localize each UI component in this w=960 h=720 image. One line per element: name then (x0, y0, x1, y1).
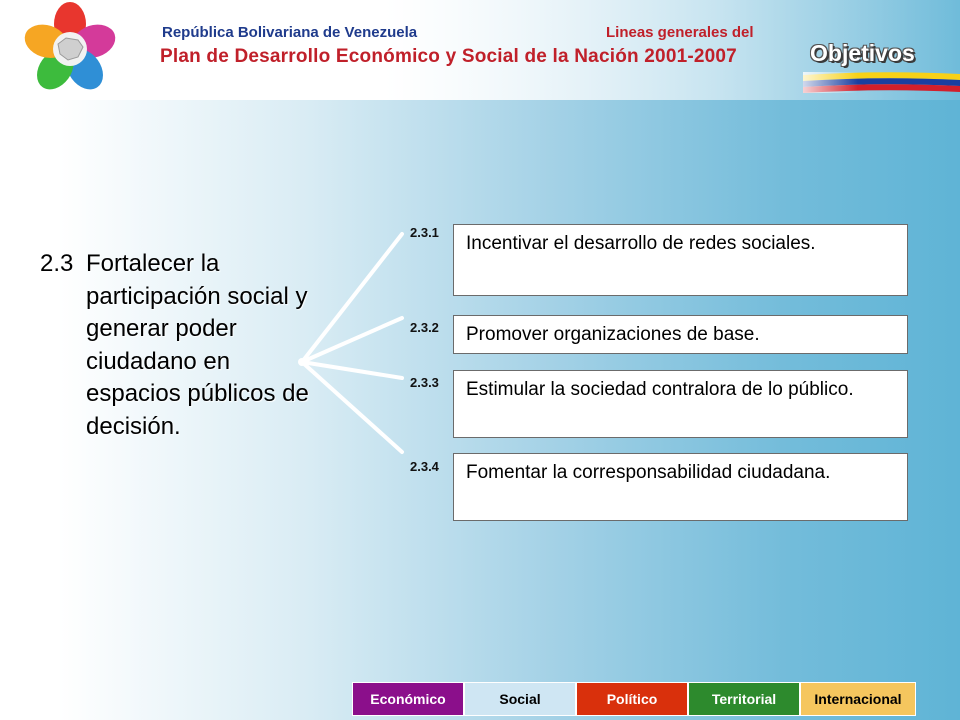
sub-objective-text-3: Estimular la sociedad contralora de lo público. (466, 379, 854, 400)
nav-tab-social[interactable]: Social (464, 682, 576, 716)
connector-lines (290, 220, 460, 480)
sub-objective-text-4: Fomentar la corresponsabilidad ciudadana. (466, 462, 831, 483)
sub-objective-code-2: 2.3.2 (410, 320, 439, 335)
connector-line-1 (302, 234, 402, 362)
nav-tab-politico[interactable]: Político (576, 682, 688, 716)
section-nav (352, 682, 916, 716)
sub-objective-box-1 (453, 224, 908, 296)
country-title: República Bolivariana de Venezuela (162, 24, 418, 41)
main-objective-number: 2.3 (40, 250, 74, 277)
sub-objective-code-3: 2.3.3 (410, 375, 439, 390)
main-objective-text: Fortalecer la participación social y generar poder ciudadano en espacios públicos de decisión. (86, 250, 309, 440)
nav-tab-internacional[interactable]: Internacional (800, 682, 916, 716)
header (0, 0, 960, 100)
nav-tab-territorial[interactable]: Territorial (688, 682, 800, 716)
sub-objective-box-2 (453, 315, 908, 354)
plan-title: Plan de Desarrollo Económico y Social de la Nación 2001-2007 (160, 46, 737, 67)
sub-objective-box-3 (453, 370, 908, 438)
section-title: Objetivos (810, 40, 915, 66)
sub-objective-code-1: 2.3.1 (410, 225, 439, 240)
sub-objective-text-1: Incentivar el desarrollo de redes sociales. (466, 233, 816, 254)
main-objective (40, 248, 310, 443)
venezuela-flower-logo-icon (20, 2, 120, 97)
sub-objective-box-4 (453, 453, 908, 521)
sub-objective-code-4: 2.3.4 (410, 459, 439, 474)
nav-tab-economico[interactable]: Económico (352, 682, 464, 716)
lineas-title: Lineas generales del (606, 24, 754, 41)
venezuela-flag-icon (803, 72, 960, 93)
sub-objective-text-2: Promover organizaciones de base. (466, 324, 760, 345)
